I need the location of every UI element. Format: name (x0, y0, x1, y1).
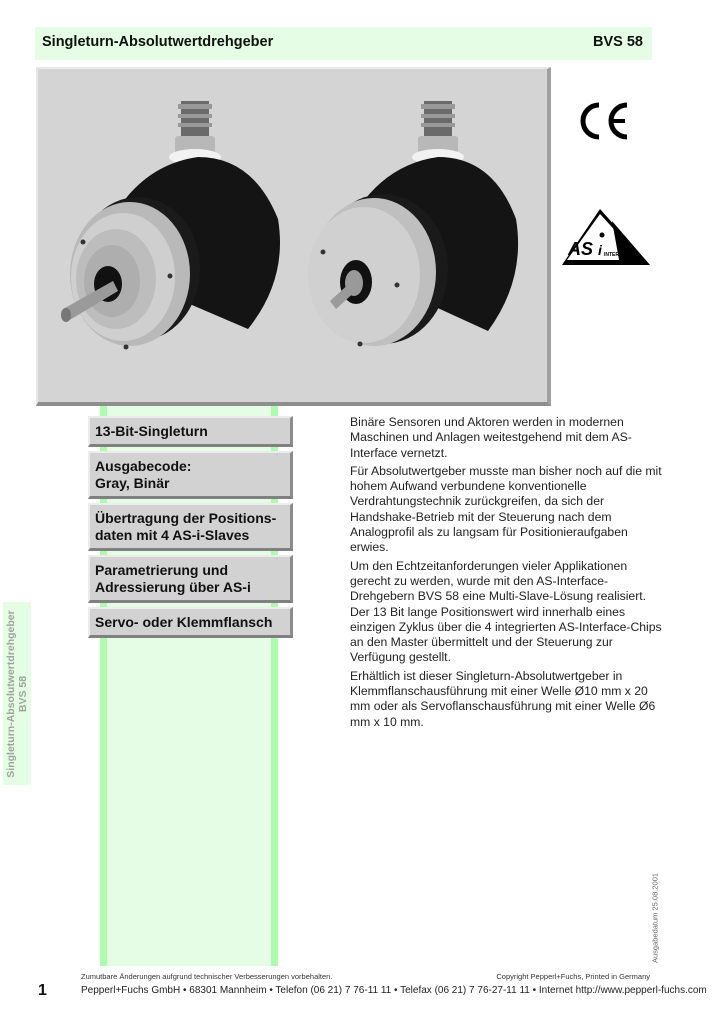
asi-triangle-icon (560, 205, 654, 269)
description-text (350, 415, 666, 733)
feature-text: Gray, Binär (95, 475, 170, 491)
product-photo (36, 67, 551, 406)
svg-text:AS: AS (568, 239, 594, 259)
header-band (35, 27, 652, 60)
feature-text: Übertragung der Positions- (95, 510, 277, 526)
side-tab-model: BVS 58 (17, 675, 29, 713)
side-tab-title: Singleturn-Absolutwertdrehgeber (5, 610, 17, 778)
page-title: Singleturn-Absolutwertdrehgeber (42, 34, 274, 50)
feature-output-code (88, 451, 293, 499)
paragraph: Für Absolutwertgeber musste man bisher noch auf die mit hohem Aufwand verbundene konventionelle Verdrahtungstechnik zurückgreifen, da sich der Handshake-Betrieb mit der Steuerung nach dem Analogprofil als zu langsam für Positionieraufgaben erwies. (350, 463, 662, 555)
encoder-photo-illustration (38, 69, 547, 402)
encoder-left (61, 101, 280, 350)
feature-text: daten mit 4 AS-i-Slaves (95, 527, 250, 543)
paragraph: Erhältlich ist dieser Singleturn-Absolutwertgeber in Klemmflanschausführung mit einer Welle Ø10 mm x 20 mm oder als Servoflanschausführung mit einer Welle Ø6 mm x 10 mm. (350, 668, 656, 729)
paragraph: Binäre Sensoren und Aktoren werden in modernen Maschinen und Anlagen weitestgehend mit dem AS-Interface vernetzt. (350, 415, 632, 460)
feature-parametrization (88, 555, 293, 603)
svg-text:INTERFACE: INTERFACE (604, 252, 633, 258)
feature-text: Servo- oder Klemmflansch (95, 614, 273, 630)
side-tab (3, 602, 31, 785)
feature-list (88, 416, 293, 642)
feature-flange-type (88, 607, 293, 638)
page-number: 1 (38, 982, 47, 999)
footer-disclaimer: Zumutbare Änderungen aufgrund technischer Verbesserungen vorbehalten. (81, 972, 333, 981)
feature-text: Adressierung über AS-i (95, 579, 251, 595)
feature-text: Parametrierung und (95, 562, 229, 578)
svg-text:i: i (598, 242, 602, 258)
model-number: BVS 58 (593, 34, 643, 50)
feature-text: 13-Bit-Singleturn (95, 423, 208, 439)
issue-date: Ausgabedatum 25.08.2001 (650, 872, 660, 964)
feature-13-bit-singleturn (88, 416, 293, 447)
ce-icon (577, 101, 637, 141)
feature-position-transfer (88, 503, 293, 551)
side-tab-text (5, 610, 29, 777)
ce-mark-logo (577, 101, 637, 141)
footer-copyright: Copyright Pepperl+Fuchs, Printed in Germany (496, 972, 650, 981)
as-interface-logo (560, 205, 654, 269)
paragraph: Um den Echtzeitanforderungen vieler Applikationen gerecht zu werden, wurde mit den AS-Interface-Drehgebern BVS 58 eine Multi-Slave-Lösung realisiert. Der 13 Bit lange Positionswert wird innerhalb eines einzigen Zyklus über die 4 integrierten AS-Interface-Chips an den Master übermittelt und der Steuerung zur Verfügung gestellt. (350, 558, 662, 665)
encoder-right (308, 101, 518, 347)
feature-text: Ausgabecode: (95, 458, 192, 474)
footer-contact: Pepperl+Fuchs GmbH • 68301 Mannheim • Telefon (06 21) 7 76-11 11 • Telefax (06 21) 7 76-27-11 11 • Internet http://www.pepperl-fuchs.com (81, 985, 707, 996)
